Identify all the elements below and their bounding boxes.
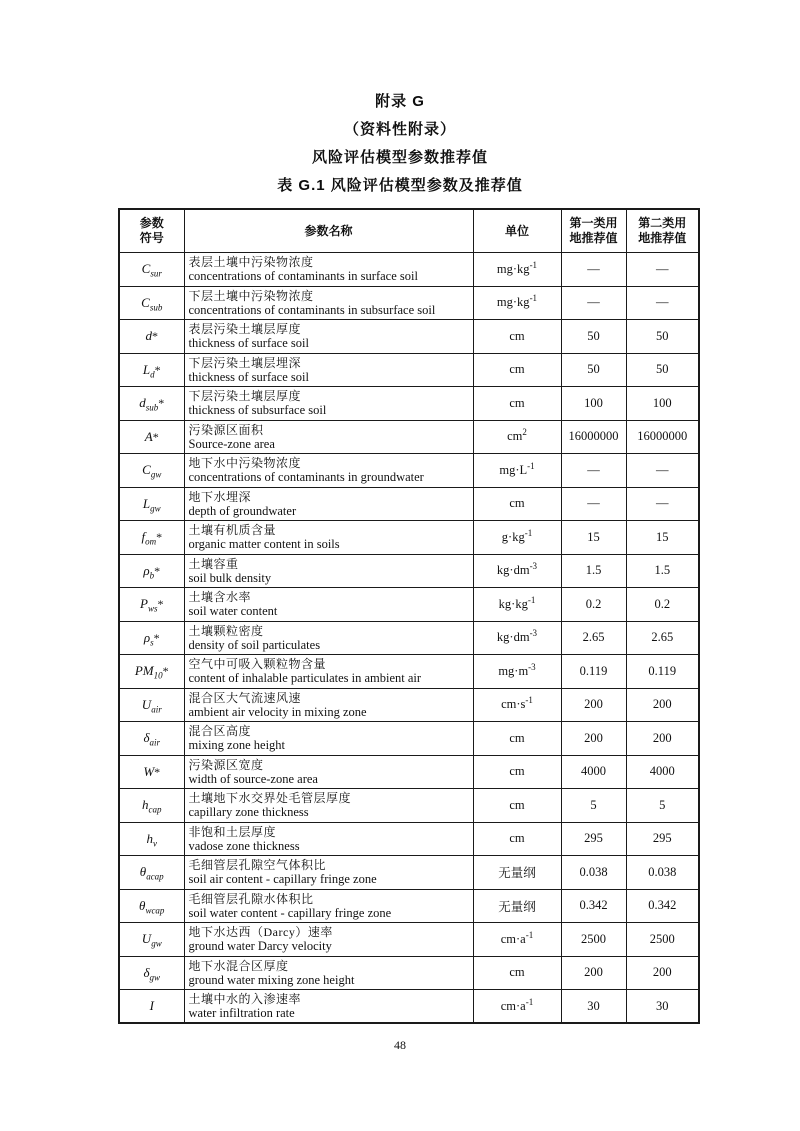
class2-value-cell: 1.5 [626, 554, 699, 588]
symbol-cell [119, 253, 184, 287]
symbol-cell [119, 521, 184, 555]
class2-value-cell: 200 [626, 956, 699, 990]
class2-value-cell: 200 [626, 688, 699, 722]
name-cell [184, 454, 473, 488]
table-row [119, 487, 699, 521]
class2-value-cell: 100 [626, 387, 699, 421]
parameter-name-zh: 土壤含水率 [188, 590, 252, 605]
parameter-name-en: density of soil particulates [188, 637, 321, 652]
name-cell [184, 387, 473, 421]
symbol-cell [119, 956, 184, 990]
name-cell [184, 856, 473, 890]
name-cell [184, 253, 473, 287]
parameter-name-en: soil air content - capillary fringe zone [188, 872, 377, 887]
parameter-name-en: vadose zone thickness [188, 838, 300, 853]
class1-value-cell: 200 [561, 722, 626, 756]
table-row [119, 956, 699, 990]
parameter-name-en: water infiltration rate [188, 1006, 295, 1020]
unit-cell: $mg\cdot kg^{-1}$ [473, 286, 561, 320]
parameter-name-zh: 空气中可吸入颗粒物含量 [188, 657, 327, 672]
parameter-name-zh: 毛细管层孔隙水体积比 [188, 891, 314, 906]
unit-cell: cm [473, 755, 561, 789]
name-cell [184, 420, 473, 454]
class1-value-cell: 50 [561, 353, 626, 387]
name-cell [184, 889, 473, 923]
name-cell [184, 789, 473, 823]
unit-cell: $kg\cdot kg^{-1}$ [473, 588, 561, 622]
table-row [119, 286, 699, 320]
parameter-name-zh: 污染源区面积 [188, 422, 264, 437]
name-cell [184, 822, 473, 856]
parameter-name-zh: 污染源区宽度 [188, 757, 264, 772]
class2-value-cell: 50 [626, 320, 699, 354]
table-row [119, 588, 699, 622]
table-row [119, 688, 699, 722]
class2-value-cell: 2500 [626, 923, 699, 957]
parameter-name-zh: 非饱和土层厚度 [188, 824, 277, 839]
class1-value-cell: 50 [561, 320, 626, 354]
symbol-cell [119, 320, 184, 354]
parameter-name-zh: 混合区高度 [188, 724, 252, 739]
name-cell [184, 521, 473, 555]
parameter-name-en: thickness of surface soil [188, 369, 309, 384]
parameter-symbol: $\rho_s*$ [143, 629, 160, 648]
class1-value-cell: 15 [561, 521, 626, 555]
unit-cell: cm [473, 822, 561, 856]
table-row [119, 755, 699, 789]
parameter-name-zh: 下层污染土壤层厚度 [188, 389, 302, 404]
unit-cell: $g\cdot kg^{-1}$ [473, 521, 561, 555]
parameter-symbol: $\theta_{acap}$ [139, 864, 164, 882]
table-header-row [119, 209, 699, 253]
parameter-symbol: W* [143, 763, 161, 779]
parameter-name-en: content of inhalable particulates in ambient air [188, 671, 422, 686]
symbol-cell [119, 990, 184, 1024]
parameter-name-zh: 地下水达西（Darcy）速率 [188, 925, 333, 940]
parameter-name-en: soil bulk density [188, 570, 272, 585]
parameter-name-zh: 土壤颗粒密度 [188, 623, 264, 638]
col-header-class1-line1: 第一类用 [569, 216, 618, 230]
symbol-cell [119, 588, 184, 622]
parameter-name-en: ambient air velocity in mixing zone [188, 704, 367, 719]
symbol-cell [119, 889, 184, 923]
appendix-heading: 风险评估模型参数推荐值 [311, 149, 488, 166]
name-cell [184, 755, 473, 789]
parameter-name-zh: 下层土壤中污染物浓度 [188, 288, 314, 303]
table-row [119, 655, 699, 689]
table-row [119, 454, 699, 488]
table-row [119, 521, 699, 555]
table-row [119, 420, 699, 454]
name-cell [184, 286, 473, 320]
parameter-name-zh: 土壤地下水交界处毛管层厚度 [188, 791, 352, 806]
symbol-cell [119, 722, 184, 756]
class1-value-cell: 5 [561, 789, 626, 823]
symbol-cell [119, 621, 184, 655]
class1-value-cell: 200 [561, 956, 626, 990]
unit-cell: $mg\cdot L^{-1}$ [473, 454, 561, 488]
name-cell [184, 588, 473, 622]
table-row [119, 320, 699, 354]
symbol-cell [119, 856, 184, 890]
parameter-name-en: Source-zone area [188, 436, 275, 451]
unit-cell: 无量纲 [473, 889, 561, 923]
parameter-symbol: d* [145, 328, 158, 344]
parameter-symbol: $C_{sur}$ [141, 261, 162, 279]
class1-value-cell: 30 [561, 990, 626, 1024]
appendix-title: 附录 G [375, 93, 425, 110]
symbol-cell [119, 789, 184, 823]
class2-value-cell: 4000 [626, 755, 699, 789]
parameter-symbol: $U_{air}$ [141, 696, 162, 715]
class2-value-cell: 0.2 [626, 588, 699, 622]
symbol-cell [119, 387, 184, 421]
class1-value-cell: 4000 [561, 755, 626, 789]
parameter-symbol: A* [144, 428, 159, 444]
col-header-name: 参数名称 [184, 209, 473, 253]
symbol-cell [119, 353, 184, 387]
unit-cell: cm [473, 353, 561, 387]
class2-value-cell: — [626, 487, 699, 521]
table-row [119, 387, 699, 421]
table-row [119, 889, 699, 923]
parameter-name-en: concentrations of contaminants in subsurface soil [188, 302, 436, 317]
class1-value-cell: 200 [561, 688, 626, 722]
unit-cell: $mg\cdot kg^{-1}$ [473, 253, 561, 287]
class2-value-cell: — [626, 454, 699, 488]
name-cell [184, 320, 473, 354]
doc-header [0, 0, 800, 200]
symbol-cell [119, 822, 184, 856]
unit-cell: 无量纲 [473, 856, 561, 890]
name-cell [184, 353, 473, 387]
table-row [119, 554, 699, 588]
unit-cell: cm [473, 487, 561, 521]
appendix-subtitle: （资料性附录） [343, 121, 456, 138]
table-row [119, 789, 699, 823]
unit-cell: $kg\cdot dm^{-3}$ [473, 554, 561, 588]
symbol-cell [119, 286, 184, 320]
parameter-symbol: $h_{cap}$ [142, 797, 162, 815]
parameter-name-en: ground water Darcy velocity [188, 939, 332, 954]
parameter-name-en: soil water content [188, 604, 278, 619]
class1-value-cell: 16000000 [561, 420, 626, 454]
parameter-symbol: $PM_{10}*$ [134, 663, 169, 681]
page-number: 48 [394, 1038, 406, 1052]
class2-value-cell: — [626, 253, 699, 287]
table-row [119, 990, 699, 1024]
class2-value-cell: 0.119 [626, 655, 699, 689]
class2-value-cell: 2.65 [626, 621, 699, 655]
parameter-name-zh: 表层土壤中污染物浓度 [188, 255, 314, 270]
parameter-name-zh: 地下水混合区厚度 [188, 958, 289, 973]
class1-value-cell: 0.038 [561, 856, 626, 890]
col-header-class1-line2: 地推荐值 [569, 231, 618, 245]
class2-value-cell: 0.342 [626, 889, 699, 923]
col-header-symbol-line1: 参数 [139, 216, 164, 230]
class1-value-cell: 295 [561, 822, 626, 856]
class2-value-cell: 50 [626, 353, 699, 387]
unit-cell: $cm^2$ [473, 420, 561, 454]
name-cell [184, 487, 473, 521]
parameter-name-en: organic matter content in soils [188, 537, 340, 552]
col-header-symbol-line2: 符号 [139, 231, 164, 245]
class2-value-cell: 16000000 [626, 420, 699, 454]
parameter-symbol: $\theta_{wcap}$ [139, 897, 165, 916]
parameter-symbol: $\delta_{air}$ [143, 730, 161, 748]
parameter-name-zh: 毛细管层孔隙空气体积比 [188, 858, 327, 873]
parameter-symbol: $f_{om}*$ [141, 529, 163, 547]
parameter-name-en: thickness of surface soil [188, 336, 309, 351]
parameter-name-en: mixing zone height [188, 738, 286, 753]
name-cell [184, 655, 473, 689]
unit-cell: cm [473, 722, 561, 756]
name-cell [184, 956, 473, 990]
class1-value-cell: — [561, 253, 626, 287]
class1-value-cell: 2500 [561, 923, 626, 957]
class1-value-cell: 0.342 [561, 889, 626, 923]
unit-cell: cm [473, 387, 561, 421]
parameter-name-zh: 土壤有机质含量 [188, 523, 277, 538]
class1-value-cell: 1.5 [561, 554, 626, 588]
parameter-symbol: $L_d*$ [142, 361, 161, 380]
parameter-symbol: $U_{gw}$ [141, 931, 162, 949]
symbol-cell [119, 554, 184, 588]
parameter-name-zh: 下层污染土壤层埋深 [188, 355, 302, 370]
name-cell [184, 923, 473, 957]
name-cell [184, 688, 473, 722]
parameter-name-en: concentrations of contaminants in surface soil [188, 269, 418, 284]
parameter-name-zh: 土壤中水的入渗速率 [188, 992, 302, 1006]
unit-cell: $cm\cdot s^{-1}$ [473, 688, 561, 722]
class2-value-cell: 30 [626, 990, 699, 1024]
col-header-class2-line2: 地推荐值 [638, 231, 687, 245]
name-cell [184, 990, 473, 1024]
parameter-symbol: $d_{sub}*$ [139, 395, 165, 413]
col-header-class2 [626, 209, 699, 253]
parameter-name-en: concentrations of contaminants in groundwater [188, 470, 424, 485]
parameter-symbol: $C_{gw}$ [142, 462, 162, 480]
class1-value-cell: 0.119 [561, 655, 626, 689]
parameter-symbol: I [149, 998, 154, 1013]
table-row [119, 353, 699, 387]
class2-value-cell: 200 [626, 722, 699, 756]
symbol-cell [119, 420, 184, 454]
col-header-unit: 单位 [473, 209, 561, 253]
parameter-name-zh: 混合区大气流速风速 [188, 690, 302, 705]
class2-value-cell: — [626, 286, 699, 320]
col-header-class2-line1: 第二类用 [638, 216, 687, 230]
table-row [119, 923, 699, 957]
parameter-name-zh: 土壤容重 [188, 556, 239, 571]
class2-value-cell: 15 [626, 521, 699, 555]
class1-value-cell: 0.2 [561, 588, 626, 622]
class2-value-cell: 0.038 [626, 856, 699, 890]
parameter-name-en: soil water content - capillary fringe zone [188, 905, 392, 920]
name-cell [184, 621, 473, 655]
parameter-name-zh: 地下水埋深 [188, 489, 252, 504]
col-header-symbol [119, 209, 184, 253]
table-row [119, 621, 699, 655]
table-row [119, 856, 699, 890]
parameter-name-en: ground water mixing zone height [188, 972, 355, 987]
table-row [119, 253, 699, 287]
table-row [119, 822, 699, 856]
parameter-name-en: thickness of subsurface soil [188, 403, 327, 418]
parameter-symbol: $\rho_b*$ [143, 562, 161, 581]
parameters-table [118, 208, 700, 1024]
table-body [119, 253, 699, 1024]
table-row [119, 722, 699, 756]
parameter-name-en: depth of groundwater [188, 503, 297, 518]
symbol-cell [119, 923, 184, 957]
unit-cell: $mg\cdot m^{-3}$ [473, 655, 561, 689]
unit-cell: cm [473, 320, 561, 354]
class1-value-cell: 100 [561, 387, 626, 421]
symbol-cell [119, 655, 184, 689]
parameter-symbol: $h_v$ [146, 830, 157, 849]
symbol-cell [119, 487, 184, 521]
name-cell [184, 554, 473, 588]
parameter-symbol: $P_{ws}*$ [140, 596, 164, 614]
symbol-cell [119, 688, 184, 722]
class1-value-cell: — [561, 487, 626, 521]
parameter-name-zh: 表层污染土壤层厚度 [188, 322, 302, 337]
col-header-class1 [561, 209, 626, 253]
parameter-name-en: capillary zone thickness [188, 805, 309, 820]
parameter-symbol: $\delta_{gw}$ [143, 964, 161, 983]
class1-value-cell: 2.65 [561, 621, 626, 655]
unit-cell: $kg\cdot dm^{-3}$ [473, 621, 561, 655]
unit-cell: $cm\cdot a^{-1}$ [473, 923, 561, 957]
parameter-name-en: width of source-zone area [188, 771, 318, 786]
class2-value-cell: 295 [626, 822, 699, 856]
parameter-symbol: $L_{gw}$ [142, 495, 161, 514]
symbol-cell [119, 454, 184, 488]
symbol-cell [119, 755, 184, 789]
table-caption: 表 G.1 风险评估模型参数及推荐值 [277, 177, 523, 194]
unit-cell: cm [473, 956, 561, 990]
unit-cell: $cm\cdot a^{-1}$ [473, 990, 561, 1024]
class2-value-cell: 5 [626, 789, 699, 823]
parameter-symbol: $C_{sub}$ [141, 294, 163, 313]
unit-cell: cm [473, 789, 561, 823]
name-cell [184, 722, 473, 756]
class1-value-cell: — [561, 454, 626, 488]
parameter-name-zh: 地下水中污染物浓度 [188, 456, 302, 471]
class1-value-cell: — [561, 286, 626, 320]
